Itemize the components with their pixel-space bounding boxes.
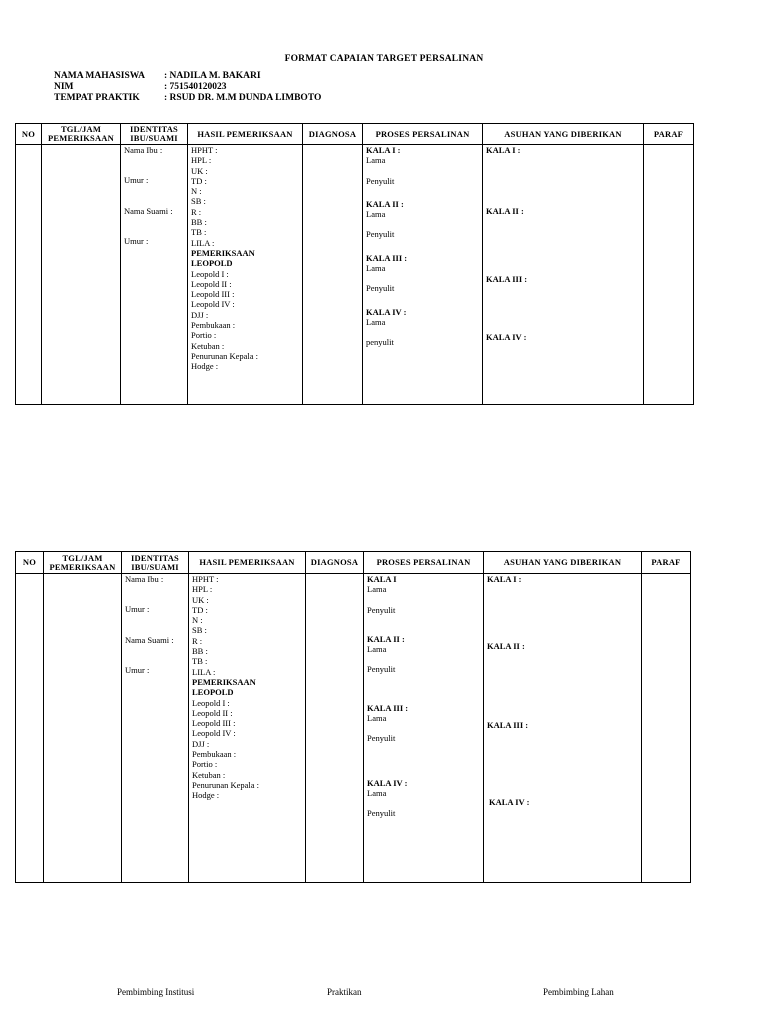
- asuhan-kala-1: KALA I :: [487, 574, 522, 584]
- asuhan-kala-2: KALA II :: [487, 641, 525, 652]
- header-hasil: HASIL PEMERIKSAAN: [189, 552, 306, 574]
- proses-lama: Lama: [367, 713, 387, 724]
- cell-hasil: [188, 145, 303, 405]
- cell-no: [16, 145, 42, 405]
- identitas-nama-suami: Nama Suami :: [124, 205, 173, 216]
- header-proses: PROSES PERSALINAN: [364, 552, 484, 574]
- table-header-row: [16, 124, 694, 145]
- leopold-item: Portio :: [192, 759, 218, 770]
- proses-lama: Lama: [366, 263, 386, 274]
- hasil-item: HPHT :: [191, 145, 218, 155]
- table-row: [16, 145, 694, 405]
- cell-identitas: [121, 145, 188, 405]
- student-info: [54, 71, 321, 104]
- leopold-item: Ketuban :: [192, 769, 226, 780]
- hasil-item: SB :: [192, 625, 207, 636]
- leopold-item: Leopold II :: [191, 278, 232, 289]
- identitas-nama-ibu: Nama Ibu :: [124, 145, 163, 155]
- cell-proses: [363, 145, 483, 405]
- leopold-item: Penurunan Kepala :: [192, 779, 260, 790]
- leopold-item: Pembukaan :: [192, 749, 237, 760]
- leopold-item: Leopold II :: [192, 707, 233, 718]
- header-identitas: IDENTITAS IBU/SUAMI: [122, 552, 189, 574]
- header-hasil: HASIL PEMERIKSAAN: [188, 124, 303, 145]
- hasil-item: R :: [191, 206, 202, 217]
- proses-kala-1: KALA I: [367, 574, 397, 584]
- header-asuhan: ASUHAN YANG DIBERIKAN: [484, 552, 642, 574]
- hasil-item: LILA :: [192, 666, 216, 677]
- cell-diagnosa: [306, 574, 364, 883]
- proses-lama: Lama: [366, 316, 386, 327]
- proses-kala-2: KALA II :: [367, 633, 405, 644]
- proses-kala-3: KALA III :: [367, 702, 409, 713]
- leopold-item: Portio :: [191, 330, 217, 341]
- proses-kala-4: KALA IV :: [367, 777, 408, 788]
- table-header-row: [16, 552, 691, 574]
- proses-penyulit: Penyulit: [367, 604, 396, 615]
- cell-paraf: [644, 145, 694, 405]
- leopold-item: DJJ :: [191, 309, 209, 320]
- header-no: NO: [16, 124, 42, 145]
- cell-asuhan: [484, 574, 642, 883]
- header-diagnosa: DIAGNOSA: [306, 552, 364, 574]
- table-row: [16, 574, 691, 883]
- info-label: NAMA MAHASISWA: [54, 71, 146, 81]
- signature-praktikan: Praktikan: [327, 987, 362, 997]
- signature-pembimbing-lahan: Pembimbing Lahan: [543, 987, 614, 997]
- header-paraf: PARAF: [642, 552, 691, 574]
- hasil-item: SB :: [191, 196, 206, 207]
- hasil-item: N :: [191, 186, 202, 197]
- info-value: : 751540120023: [164, 82, 227, 92]
- hasil-item: BB :: [191, 217, 207, 228]
- proses-lama: Lama: [367, 584, 387, 595]
- asuhan-kala-3: KALA III :: [487, 719, 529, 730]
- proses-kala-4: KALA IV :: [366, 306, 407, 317]
- identitas-nama-suami: Nama Suami :: [125, 634, 174, 645]
- info-label: TEMPAT PRAKTIK: [54, 93, 140, 103]
- hasil-item: UK :: [192, 594, 209, 605]
- cell-diagnosa: [303, 145, 363, 405]
- header-proses: PROSES PERSALINAN: [363, 124, 483, 145]
- leopold-item: Leopold I :: [191, 268, 229, 279]
- leopold-item: Leopold IV :: [192, 728, 236, 739]
- identitas-nama-ibu: Nama Ibu :: [125, 574, 164, 584]
- cell-identitas: [122, 574, 189, 883]
- header-tgl-jam: TGL/JAM PEMERIKSAAN: [44, 552, 122, 574]
- info-value: : NADILA M. BAKARI: [164, 71, 261, 81]
- leopold-item: DJJ :: [192, 738, 210, 749]
- leopold-item: Leopold IV :: [191, 299, 235, 310]
- proses-kala-1: KALA I :: [366, 145, 401, 155]
- hasil-item: TB :: [191, 227, 207, 238]
- document-title: FORMAT CAPAIAN TARGET PERSALINAN: [284, 54, 484, 64]
- proses-kala-2: KALA II :: [366, 198, 404, 209]
- cell-hasil: [189, 574, 306, 883]
- proses-penyulit: penyulit: [366, 337, 394, 348]
- hasil-item: UK :: [191, 165, 208, 176]
- proses-penyulit: Penyulit: [366, 175, 395, 186]
- hasil-item: TD :: [191, 175, 207, 186]
- hasil-item: R :: [192, 635, 203, 646]
- asuhan-kala-3: KALA III :: [486, 273, 528, 284]
- assessment-table-2: [15, 551, 691, 883]
- cell-tgl-jam: [44, 574, 122, 883]
- leopold-item: Leopold III :: [191, 289, 235, 300]
- proses-penyulit: Penyulit: [367, 664, 396, 675]
- proses-penyulit: Penyulit: [367, 733, 396, 744]
- hasil-item: TD :: [192, 604, 208, 615]
- asuhan-kala-1: KALA I :: [486, 145, 521, 155]
- leopold-item: Pembukaan :: [191, 320, 236, 331]
- info-label: NIM: [54, 82, 74, 92]
- hasil-item: N :: [192, 615, 203, 626]
- identitas-umur-ibu: Umur :: [124, 175, 149, 186]
- asuhan-kala-4: KALA IV :: [486, 331, 527, 342]
- cell-asuhan: [483, 145, 644, 405]
- proses-penyulit: Penyulit: [366, 229, 395, 240]
- identitas-umur-suami: Umur :: [125, 664, 150, 675]
- hasil-item: LILA :: [191, 237, 215, 248]
- header-asuhan: ASUHAN YANG DIBERIKAN: [483, 124, 644, 145]
- signature-pembimbing-institusi: Pembimbing Institusi: [117, 987, 195, 997]
- header-paraf: PARAF: [644, 124, 694, 145]
- proses-kala-3: KALA III :: [366, 252, 408, 263]
- proses-lama: Lama: [366, 209, 386, 220]
- header-no: NO: [16, 552, 44, 574]
- header-diagnosa: DIAGNOSA: [303, 124, 363, 145]
- identitas-umur-ibu: Umur :: [125, 604, 150, 615]
- cell-no: [16, 574, 44, 883]
- hasil-item: HPHT :: [192, 574, 219, 584]
- leopold-item: Hodge :: [192, 790, 220, 801]
- asuhan-kala-4: KALA IV :: [489, 796, 530, 807]
- assessment-table-1: [15, 123, 694, 405]
- identitas-umur-suami: Umur :: [124, 235, 149, 246]
- cell-paraf: [642, 574, 691, 883]
- hasil-item: HPL :: [191, 155, 212, 166]
- info-row-place: [54, 93, 321, 104]
- proses-lama: Lama: [367, 787, 387, 798]
- info-row-nim: [54, 82, 321, 93]
- header-tgl-jam: TGL/JAM PEMERIKSAAN: [42, 124, 121, 145]
- info-row-name: [54, 71, 321, 82]
- asuhan-kala-2: KALA II :: [486, 206, 524, 217]
- proses-lama: Lama: [367, 644, 387, 655]
- info-value: : RSUD DR. M.M DUNDA LIMBOTO: [164, 93, 322, 103]
- leopold-item: Hodge :: [191, 361, 219, 372]
- cell-proses: [364, 574, 484, 883]
- proses-lama: Lama: [366, 155, 386, 166]
- leopold-item: Penurunan Kepala :: [191, 350, 259, 361]
- pemeriksaan-leopold-heading: PEMERIKSAAN LEOPOLD: [192, 676, 256, 698]
- hasil-item: BB :: [192, 646, 208, 657]
- proses-penyulit: Penyulit: [366, 283, 395, 294]
- leopold-item: Ketuban :: [191, 340, 225, 351]
- proses-penyulit: Penyulit: [367, 808, 396, 819]
- leopold-item: Leopold I :: [192, 697, 230, 708]
- hasil-item: HPL :: [192, 584, 213, 595]
- leopold-item: Leopold III :: [192, 718, 236, 729]
- cell-tgl-jam: [42, 145, 121, 405]
- pemeriksaan-leopold-heading: PEMERIKSAAN LEOPOLD: [191, 247, 255, 269]
- hasil-item: TB :: [192, 656, 208, 667]
- header-identitas: IDENTITAS IBU/SUAMI: [121, 124, 188, 145]
